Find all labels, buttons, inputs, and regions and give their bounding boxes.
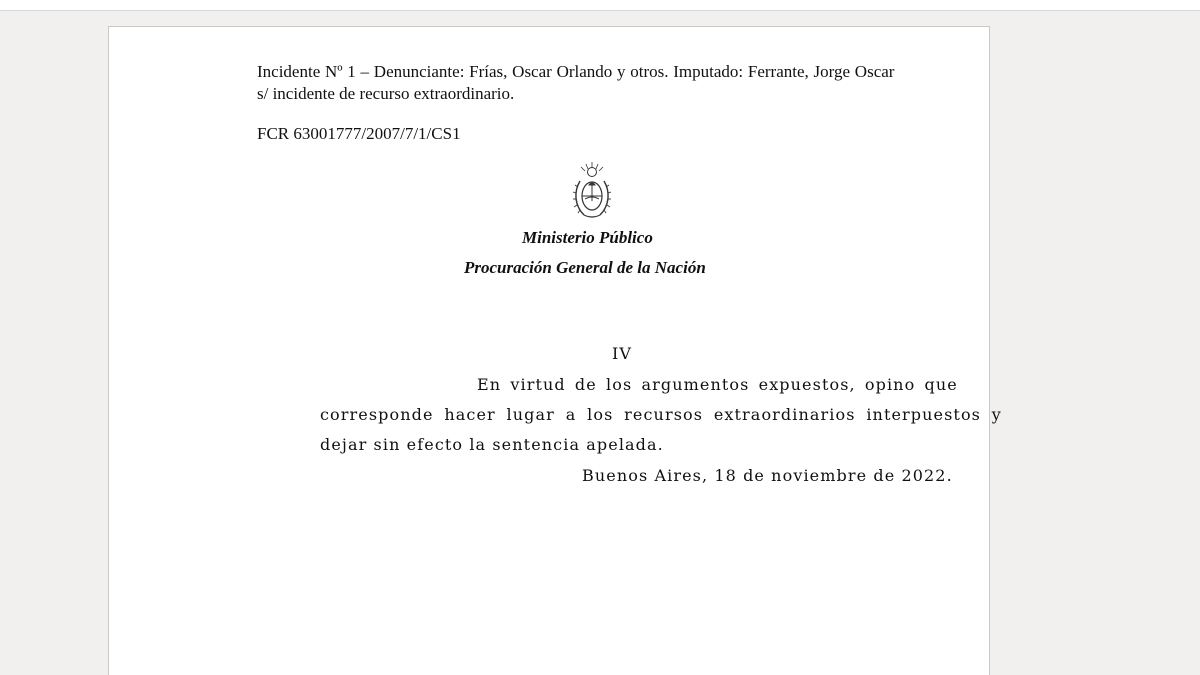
file-number: FCR 63001777/2007/7/1/CS1: [257, 124, 461, 143]
toolbar-edge: [0, 0, 1200, 11]
case-caption-line-1: Incidente Nº 1 – Denunciante: Frías, Oscar Orlando y otros. Imputado: Ferrante, Jorge Oscar: [257, 62, 895, 81]
paragraph-line-3: dejar sin efecto la sentencia apelada.: [320, 435, 664, 454]
paragraph-line-2: corresponde hacer lugar a los recursos extraordinarios interpuestos y: [320, 405, 1002, 424]
ministry-name: Ministerio Público: [522, 228, 653, 247]
paragraph-line-1: En virtud de los argumentos expuestos, opino que: [477, 375, 958, 394]
document-page: [108, 26, 1002, 675]
date-line: Buenos Aires, 18 de noviembre de 2022.: [582, 466, 953, 485]
coat-of-arms-icon: [570, 161, 614, 221]
attorney-general-office: Procuración General de la Nación: [464, 258, 706, 277]
case-caption-line-2: s/ incidente de recurso extraordinario.: [257, 84, 515, 103]
section-number: IV: [612, 344, 633, 363]
